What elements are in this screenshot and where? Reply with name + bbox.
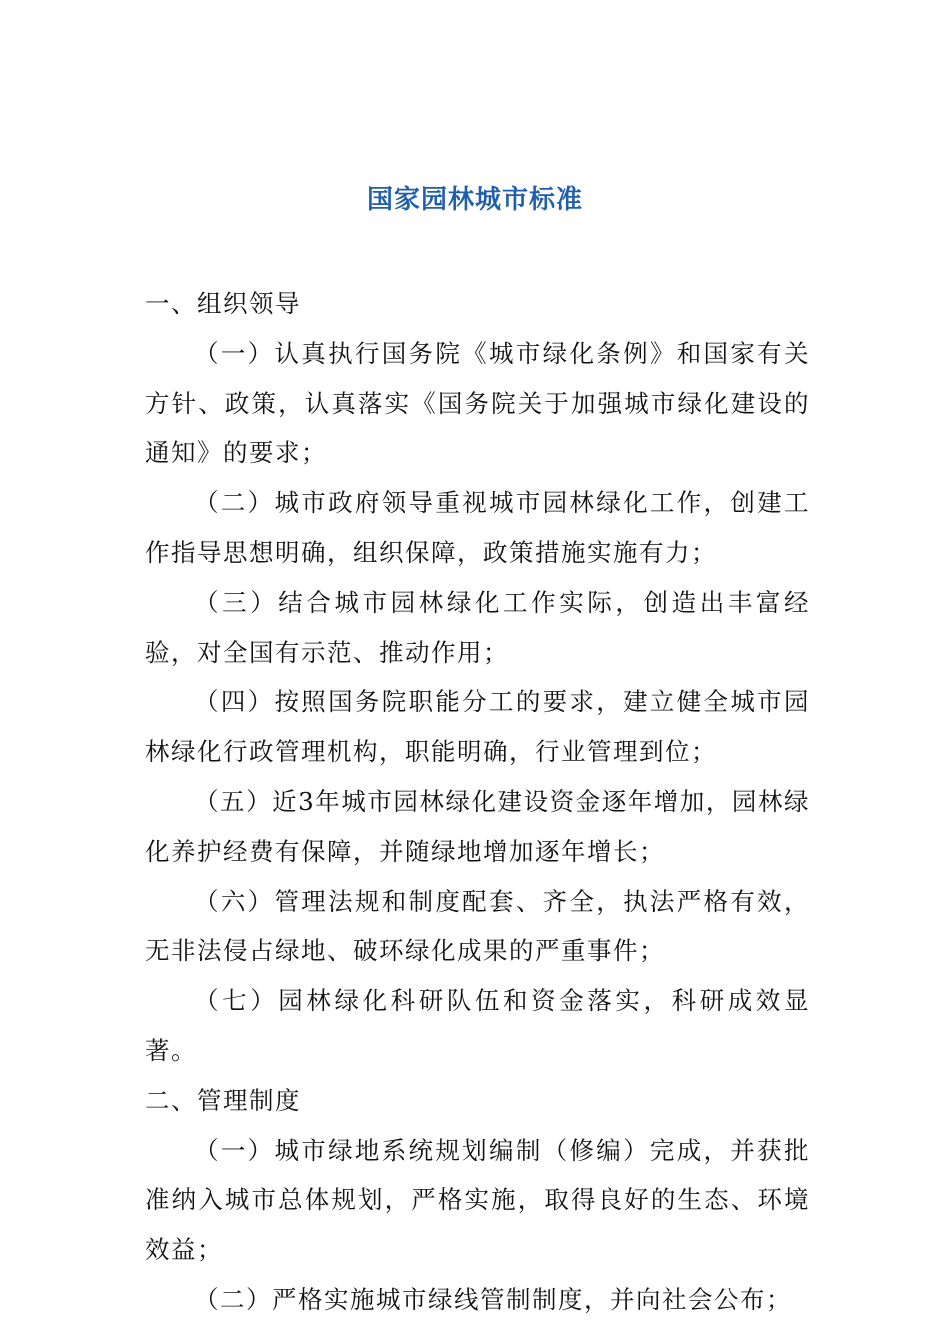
paragraph-org-3: （三）结合城市园林绿化工作实际，创造出丰富经验，对全国有示范、推动作用；	[145, 587, 810, 667]
paragraph-org-2: （二）城市政府领导重视城市园林绿化工作，创建工作指导思想明确，组织保障，政策措施实施有力；	[145, 488, 810, 567]
paragraph-org-1: （一）认真执行国务院《城市绿化条例》和国家有关方针、政策，认真落实《国务院关于加强城市绿化建设的通知》的要求；	[145, 338, 810, 468]
section-heading-management: 二、管理制度	[145, 1085, 301, 1115]
paragraph-org-4: （四）按照国务院职能分工的要求，建立健全城市园林绿化行政管理机构，职能明确，行业管理到位；	[145, 687, 810, 767]
document-title: 国家园林城市标准	[366, 185, 583, 215]
paragraph-mgmt-1: （一）城市绿地系统规划编制（修编）完成，并获批准纳入城市总体规划，严格实施，取得良好的生态、环境效益；	[145, 1135, 810, 1265]
paragraph-org-7: （七）园林绿化科研队伍和资金落实，科研成效显著。	[145, 986, 810, 1065]
paragraph-mgmt-2: （二）严格实施城市绿线管制制度，并向社会公布；	[194, 1284, 792, 1314]
paragraph-org-6: （六）管理法规和制度配套、齐全，执法严格有效，无非法侵占绿地、破环绿化成果的严重事件；	[145, 886, 810, 966]
section-heading-organization: 一、组织领导	[145, 289, 301, 318]
paragraph-org-5: （五）近3年城市园林绿化建设资金逐年增加，园林绿化养护经费有保障，并随绿地增加逐年增长；	[145, 786, 810, 866]
document-body	[145, 279, 810, 1325]
